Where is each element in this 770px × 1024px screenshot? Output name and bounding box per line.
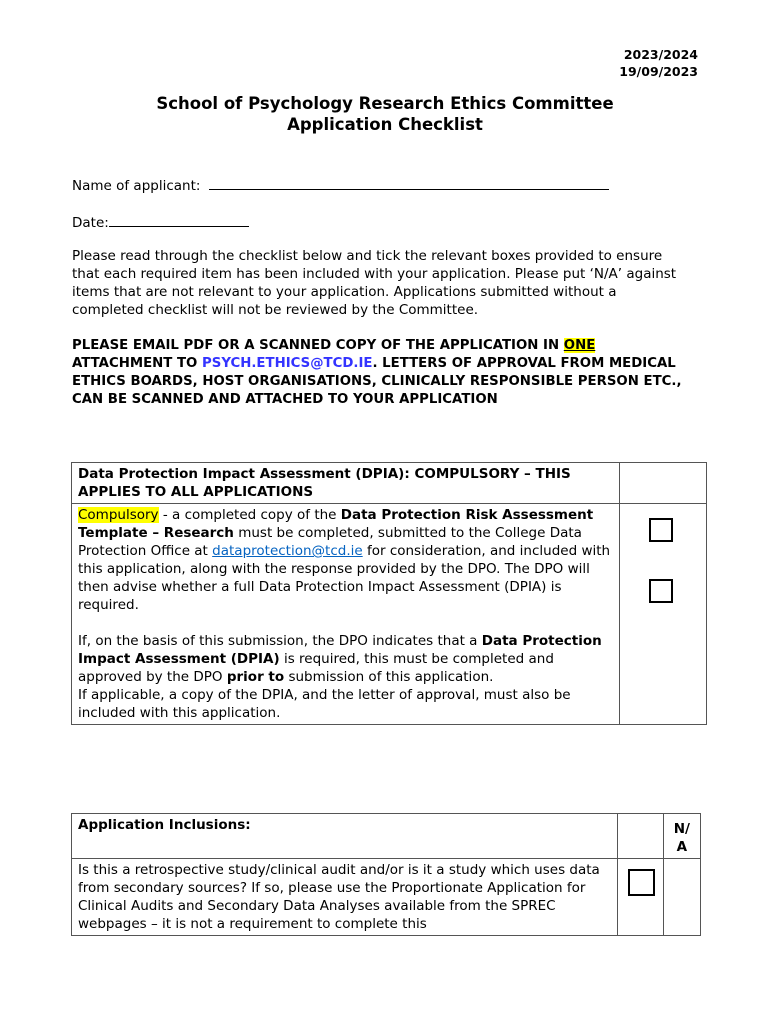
academic-year: 2023/2024 bbox=[623, 47, 698, 62]
inclusions-check-header-cell bbox=[618, 814, 663, 859]
dpia-header-cell: Data Protection Impact Assessment (DPIA): COMPULSORY – THIS APPLIES TO ALL APPLICATIONS bbox=[72, 463, 620, 504]
compulsory-highlight: Compulsory bbox=[78, 507, 159, 523]
table-row bbox=[72, 504, 707, 725]
applicant-name-label: Name of applicant: bbox=[72, 178, 201, 194]
dpia-text: for consideration, and included with this application, along with the response provided by the DPO. The DPO will then advise whether a full Data Protection Impact Assessment (DPIA) is required. bbox=[78, 543, 611, 613]
data-protection-email-link[interactable]: dataprotection@tcd.ie bbox=[212, 543, 363, 559]
dpia-paragraph-3: If applicable, a copy of the DPIA, and the letter of approval, must also be included with this application. bbox=[78, 687, 571, 721]
table-row bbox=[72, 463, 707, 504]
notice-text-2: ATTACHMENT TO bbox=[72, 356, 202, 371]
retrospective-study-cell: Is this a retrospective study/clinical audit and/or is it a study which uses data from secondary sources? If so, please use the Proportionate Application for Clinical Audits and Secondary Data Analyses available from the SPREC webpages – it is not a requirement to complete this bbox=[72, 859, 618, 936]
dpia-text: - a completed copy of the bbox=[158, 507, 341, 523]
dpia-term: Data Protection Impact Assessment (DPIA) bbox=[78, 633, 602, 667]
dpia-paragraph-2 bbox=[78, 632, 613, 686]
title-line-1: School of Psychology Research Ethics Committee bbox=[156, 94, 614, 113]
notice-one-highlight: ONE bbox=[563, 338, 596, 353]
dpia-header-check-cell bbox=[619, 463, 706, 504]
dpia-checkbox-2[interactable] bbox=[649, 579, 673, 603]
document-date: 19/09/2023 bbox=[619, 64, 698, 79]
document-header bbox=[619, 46, 698, 80]
risk-template-name: Data Protection Risk Assessment Template – Research bbox=[78, 507, 594, 541]
na-header-cell bbox=[663, 814, 700, 859]
applicant-name-row bbox=[72, 175, 609, 195]
dpia-text: is required, this must be completed and approved by the DPO bbox=[78, 651, 554, 685]
retrospective-study-checkbox[interactable] bbox=[628, 869, 655, 896]
applicant-name-field[interactable] bbox=[209, 175, 609, 190]
dpia-paragraph-1 bbox=[78, 506, 613, 614]
notice-text-3: . LETTERS OF APPROVAL FROM MEDICAL ETHICS BOARDS, HOST ORGANISATIONS, CLINICALLY RESPONSIBLE PERSON ETC., CAN BE SCANNED AND ATTACHED TO YOUR APPLICATION bbox=[72, 356, 682, 407]
date-row bbox=[72, 212, 249, 232]
dpia-content-cell bbox=[72, 504, 620, 725]
date-field[interactable] bbox=[109, 212, 249, 227]
notice-text-1: PLEASE EMAIL PDF OR A SCANNED COPY OF THE APPLICATION IN bbox=[72, 338, 564, 353]
inclusions-header-cell: Application Inclusions: bbox=[72, 814, 618, 859]
table-row bbox=[72, 859, 701, 936]
dpia-text: submission of this application. bbox=[284, 669, 494, 685]
inclusions-table bbox=[71, 813, 701, 936]
table-row bbox=[72, 814, 701, 859]
title-line-2: Application Checklist bbox=[287, 115, 483, 134]
ethics-email-address[interactable]: PSYCH.ETHICS@TCD.IE bbox=[202, 356, 373, 371]
na-header-label: N/A bbox=[673, 821, 690, 855]
dpia-checkbox-1[interactable] bbox=[649, 518, 673, 542]
date-label: Date: bbox=[72, 215, 109, 231]
prior-to-emphasis: prior to bbox=[226, 669, 285, 685]
dpia-text: If, on the basis of this submission, the DPO indicates that a bbox=[78, 633, 482, 649]
dpia-text: must be completed, submitted to the College Data Protection Office at bbox=[78, 525, 582, 559]
instructions-paragraph: Please read through the checklist below and tick the relevant boxes provided to ensure that each required item has been included with your application. Please put ‘N/A’ against items that are not relevant to your application. Applications submitted without a completed checklist will not be reviewed by the Committee. bbox=[72, 248, 677, 318]
retrospective-na-cell bbox=[663, 859, 700, 936]
dpia-table bbox=[71, 462, 707, 725]
submission-notice bbox=[72, 337, 697, 409]
page-title bbox=[0, 93, 770, 135]
